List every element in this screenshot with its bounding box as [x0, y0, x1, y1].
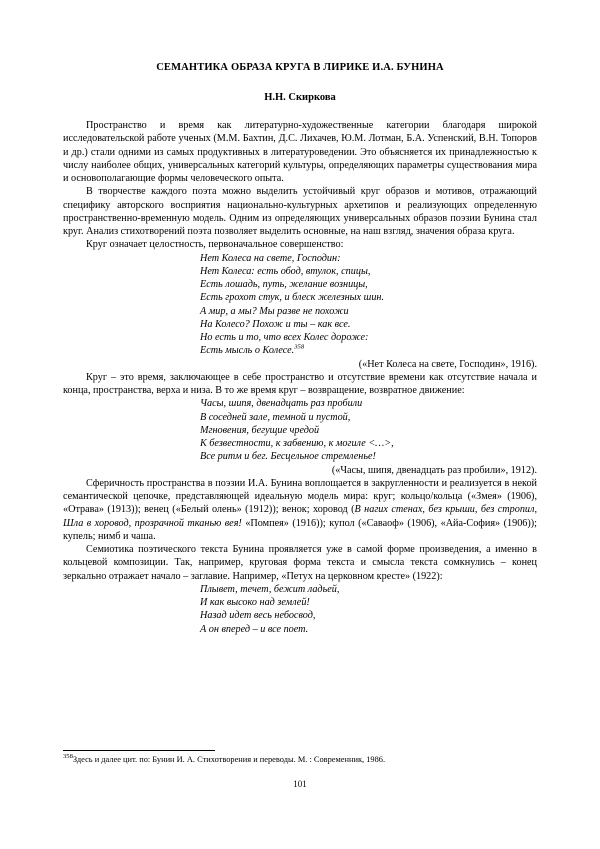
footnote-reference[interactable]: 358 [294, 344, 305, 352]
footnote-marker: 358 [63, 753, 73, 761]
poem-citation: («Нет Колеса на свете, Господин», 1916). [358, 358, 537, 370]
paragraph-4: Круг – это время, заключающее в себе пространство и отсутствие времени как отсутствие начала и конца, пространства, верха и низа. В то же время круг – возвращение, возвратное движение: [63, 371, 537, 397]
poem-net-kolesa [63, 252, 537, 358]
verse-line-text: Есть мысль о Колесе. [200, 345, 295, 357]
poem-citation: («Часы, шипя, двенадцать раз пробили», 1912). [331, 464, 537, 476]
verse-line: На Колесо? Похож и ты – как все. [200, 318, 351, 330]
paragraph-6: Семиотика поэтического текста Бунина проявляется уже в самой форме произведения, а именно в кольцевой композиции. Так, например, круговая форма текста и смысла текста сомкнулись – конец зеркально отражает начало – заглавие. Например, «Петух на церковном кресте» (1922): [63, 544, 537, 582]
page-content [63, 62, 537, 636]
footnote-separator-rule [63, 750, 215, 751]
verse-line: А мир, а мы? Мы разве не похожи [200, 305, 349, 317]
paragraph-5-text-a: Сферичность пространства в поэзии И.А. Бунина воплощается в закругленности и реализуется в некой семантической цепочке, представляющей идеальную модель мира: круг; кольцо/кольца («Змея» (1906), «Отрава» (1913)); венец («Белый олень» (1912)); венок; хоровод ( [63, 477, 537, 516]
footnote-area [63, 750, 537, 765]
paragraph-5-text-b: «Помпея» (1916)); купол («Саваоф» (1906), «Айа-София» (1906)); купель; нимб и чаша. [63, 517, 538, 542]
page-number: 101 [293, 779, 307, 789]
paragraph-5-quote-italic: В нагих стенах, без крыши, без стропил, Шла в хоровод, прозрачной тканью вея! [63, 504, 537, 529]
verse-line-final [200, 344, 537, 357]
verse-line: Часы, шипя, двенадцать раз пробили [200, 398, 363, 410]
paragraph-3: Круг означает целостность, первоначальное совершенство: [86, 239, 344, 251]
verse-line: В соседней зале, темной и пустой, [200, 411, 351, 423]
paragraph-1: Пространство и время как литературно-художественные категории благодаря широкой исследовательской работе ученых (М.М. Бахтин, Д.С. Лихачев, Ю.М. Лотман, Б.А. Успенский, В.Н. Топоров и др.) стали одними из самых продуктивных в литературоведении. Это объясняется их принадлежностью к числу наиболее общих, универсальных категорий культуры, определяющих параметры существования мира и основополагающие формы человеческого опыта. [63, 120, 537, 185]
verse-line: А он вперед – и все поет. [200, 623, 309, 635]
verse-line: Нет Колеса на свете, Господин: [200, 252, 341, 264]
footnote-text: Здесь и далее цит. по: Бунин И. А. Стихотворения и переводы. М. : Современник, 1986. [72, 755, 386, 764]
page-title: СЕМАНТИКА ОБРАЗА КРУГА В ЛИРИКЕ И.А. БУНИНА [156, 62, 444, 73]
verse-line: Нет Колеса: есть обод, втулок, спицы, [200, 265, 371, 277]
paragraph-2: В творчестве каждого поэта можно выделить устойчивый круг образов и мотивов, отражающий специфику авторского восприятия национально-культурных архетипов и реализующих определенную пространственно-временную модель. Одним из определяющих универсальных образов поэзии Бунина стал круг. Анализ стихотворений поэта позволяет выделить основные, на наш взгляд, значения образа круга. [63, 186, 537, 238]
verse-line: Плывет, течет, бежит ладьей, [200, 583, 340, 595]
verse-line: И как высоко над землей! [200, 597, 310, 609]
verse-line: К безвестности, к забвению, к могиле <…>, [200, 438, 394, 450]
poem-chasy-shipya [63, 397, 537, 463]
poem-petuh-na-cerkovnom-kreste [63, 583, 537, 636]
author-name: Н.Н. Скиркова [264, 91, 336, 103]
paragraph-5 [63, 477, 537, 543]
verse-line: Все ритм и бег. Бесцельное стремленье! [200, 451, 376, 463]
verse-line: Есть грохот стук, и блеск железных шин. [200, 292, 385, 304]
verse-line: Мгновения, бегущие чредой [200, 424, 320, 436]
verse-line: Назад идет весь небосвод, [200, 610, 316, 622]
verse-line: Есть лошадь, путь, желание возницы, [200, 279, 368, 291]
footnote-entry [63, 754, 537, 765]
verse-line: Но есть и то, что всех Колес дороже: [200, 332, 369, 344]
